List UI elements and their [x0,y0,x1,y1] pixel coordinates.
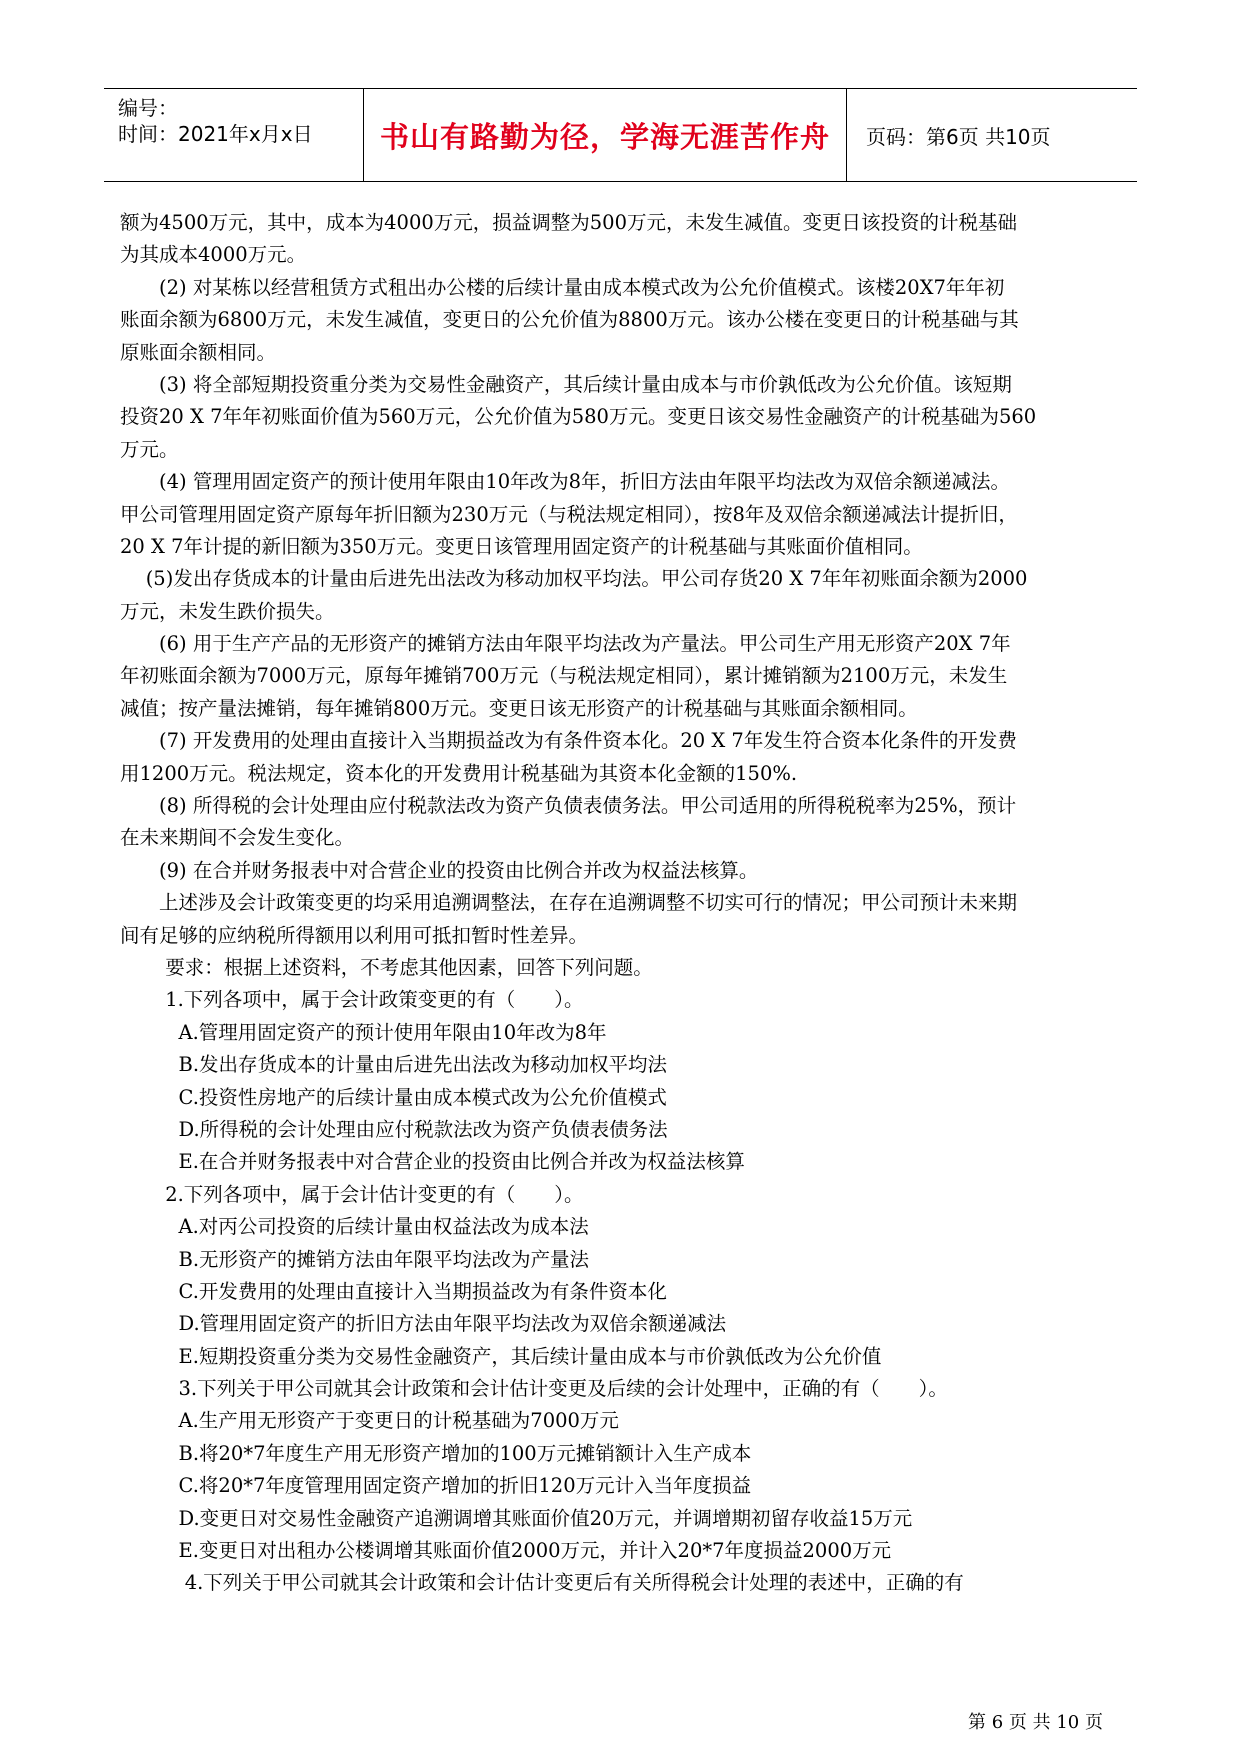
header-divider-right [846,89,847,181]
body-line: (4) 管理用固定资产的预计使用年限由10年改为8年，折旧方法由年限平均法改为双倍余额递减法。 [120,470,1011,494]
body-line: 甲公司管理用固定资产原每年折旧额为230万元（与税法规定相同），按8年及双倍余额递减法计提折旧， [120,502,1018,526]
body-line: (5)发出存货成本的计量由后进先出法改为移动加权平均法。甲公司存货20 X 7年年初账面余额为2000 [120,567,1028,591]
number-label: 编号： [118,96,178,120]
body-line: E.变更日对出租办公楼调增其账面价值2000万元，并计入20*7年度损益2000万元 [120,1539,892,1563]
body-line: (6) 用于生产产品的无形资产的摊销方法由年限平均法改为产量法。甲公司生产用无形资产20X 7年 [120,632,1011,656]
body-line: 投资20 X 7年年初账面价值为560万元，公允价值为580万元。变更日该交易性金融资产的计税基础为560 [120,405,1037,429]
page-footer: 第 6 页 共 10 页 [968,1712,1103,1733]
body-line: B.无形资产的摊销方法由年限平均法改为产量法 [120,1247,590,1271]
page-header [104,88,1137,182]
body-line: 1.下列各项中，属于会计政策变更的有（ ）。 [120,988,584,1012]
body-line: 在未来期间不会发生变化。 [120,826,355,850]
body-line: 20 X 7年计提的新旧额为350万元。变更日该管理用固定资产的计税基础与其账面价值相同。 [120,534,923,558]
body-line: 4.下列关于甲公司就其会计政策和会计估计变更后有关所得税会计处理的表述中，正确的有 [120,1571,964,1595]
body-line: B.发出存货成本的计量由后进先出法改为移动加权平均法 [120,1053,668,1077]
header-meta [118,95,368,147]
body-line: 原账面余额相同。 [120,340,277,364]
body-line: 要求：根据上述资料，不考虑其他因素，回答下列问题。 [120,955,653,979]
body-line: A.管理用固定资产的预计使用年限由10年改为8年 [120,1020,607,1044]
body-line: 万元。 [120,437,179,461]
body-line: (3) 将全部短期投资重分类为交易性金融资产，其后续计量由成本与市价孰低改为公允价值。该短期 [120,372,1012,396]
body-line: 用1200万元。税法规定，资本化的开发费用计税基础为其资本化金额的150%. [120,761,798,785]
body-line: C.投资性房地产的后续计量由成本模式改为公允价值模式 [120,1085,667,1109]
header-divider-left [363,89,364,181]
body-line: 间有足够的应纳税所得额用以利用可抵扣暂时性差异。 [120,923,589,947]
body-line: C.开发费用的处理由直接计入当期损益改为有条件资本化 [120,1279,667,1303]
body-line: 2.下列各项中，属于会计估计变更的有（ ）。 [120,1182,584,1206]
body-line: 账面余额为6800万元，未发生减值，变更日的公允价值为8800万元。该办公楼在变更日的计税基础与其 [120,308,1019,332]
body-line: A.对丙公司投资的后续计量由权益法改为成本法 [120,1215,589,1239]
time-label: 时间：2021年x月x日 [118,122,313,146]
body-line: (2) 对某栋以经营租赁方式租出办公楼的后续计量由成本模式改为公允价值模式。该楼20X7年年初 [120,275,1005,299]
body-line: 减值；按产量法摊销，每年摊销800万元。变更日该无形资产的计税基础与其账面余额相同。 [120,696,918,720]
body-line: (8) 所得税的会计处理由应付税款法改为资产负债表债务法。甲公司适用的所得税税率为25%，预计 [120,794,1017,818]
document-body [120,207,1120,1600]
body-line: 年初账面余额为7000万元，原每年摊销700万元（与税法规定相同），累计摊销额为2100万元，未发生 [120,664,1008,688]
body-line: D.所得税的会计处理由应付税款法改为资产负债表债务法 [120,1117,668,1141]
body-line: 万元，未发生跌价损失。 [120,599,335,623]
body-line: E.在合并财务报表中对合营企业的投资由比例合并改为权益法核算 [120,1150,745,1174]
body-line: B.将20*7年度生产用无形资产增加的100万元摊销额计入生产成本 [120,1441,752,1465]
body-line: D.变更日对交易性金融资产追溯调增其账面价值20万元，并调增期初留存收益15万元 [120,1506,913,1530]
body-line: (7) 开发费用的处理由直接计入当期损益改为有条件资本化。20 X 7年发生符合资本化条件的开发费 [120,729,1017,753]
body-line: (9) 在合并财务报表中对合营企业的投资由比例合并改为权益法核算。 [120,858,759,882]
header-motto: 书山有路勤为径，学海无涯苦作舟 [379,119,830,154]
body-line: 上述涉及会计政策变更的均采用追溯调整法，在存在追溯调整不切实可行的情况；甲公司预计未来期 [120,891,1018,915]
body-line: 额为4500万元，其中，成本为4000万元，损益调整为500万元，未发生减值。变更日该投资的计税基础 [120,211,1017,234]
body-line: E.短期投资重分类为交易性金融资产，其后续计量由成本与市价孰低改为公允价值 [120,1344,882,1368]
body-line: 3.下列关于甲公司就其会计政策和会计估计变更及后续的会计处理中，正确的有（ ）。 [120,1377,948,1401]
header-page-number: 页码：第6页 共10页 [866,124,1051,149]
body-line: D.管理用固定资产的折旧方法由年限平均法改为双倍余额递减法 [120,1312,727,1336]
body-line: 为其成本4000万元。 [120,243,307,267]
body-line: C.将20*7年度管理用固定资产增加的折旧120万元计入当年度损益 [120,1474,752,1498]
body-line: A.生产用无形资产于变更日的计税基础为7000万元 [120,1409,619,1433]
